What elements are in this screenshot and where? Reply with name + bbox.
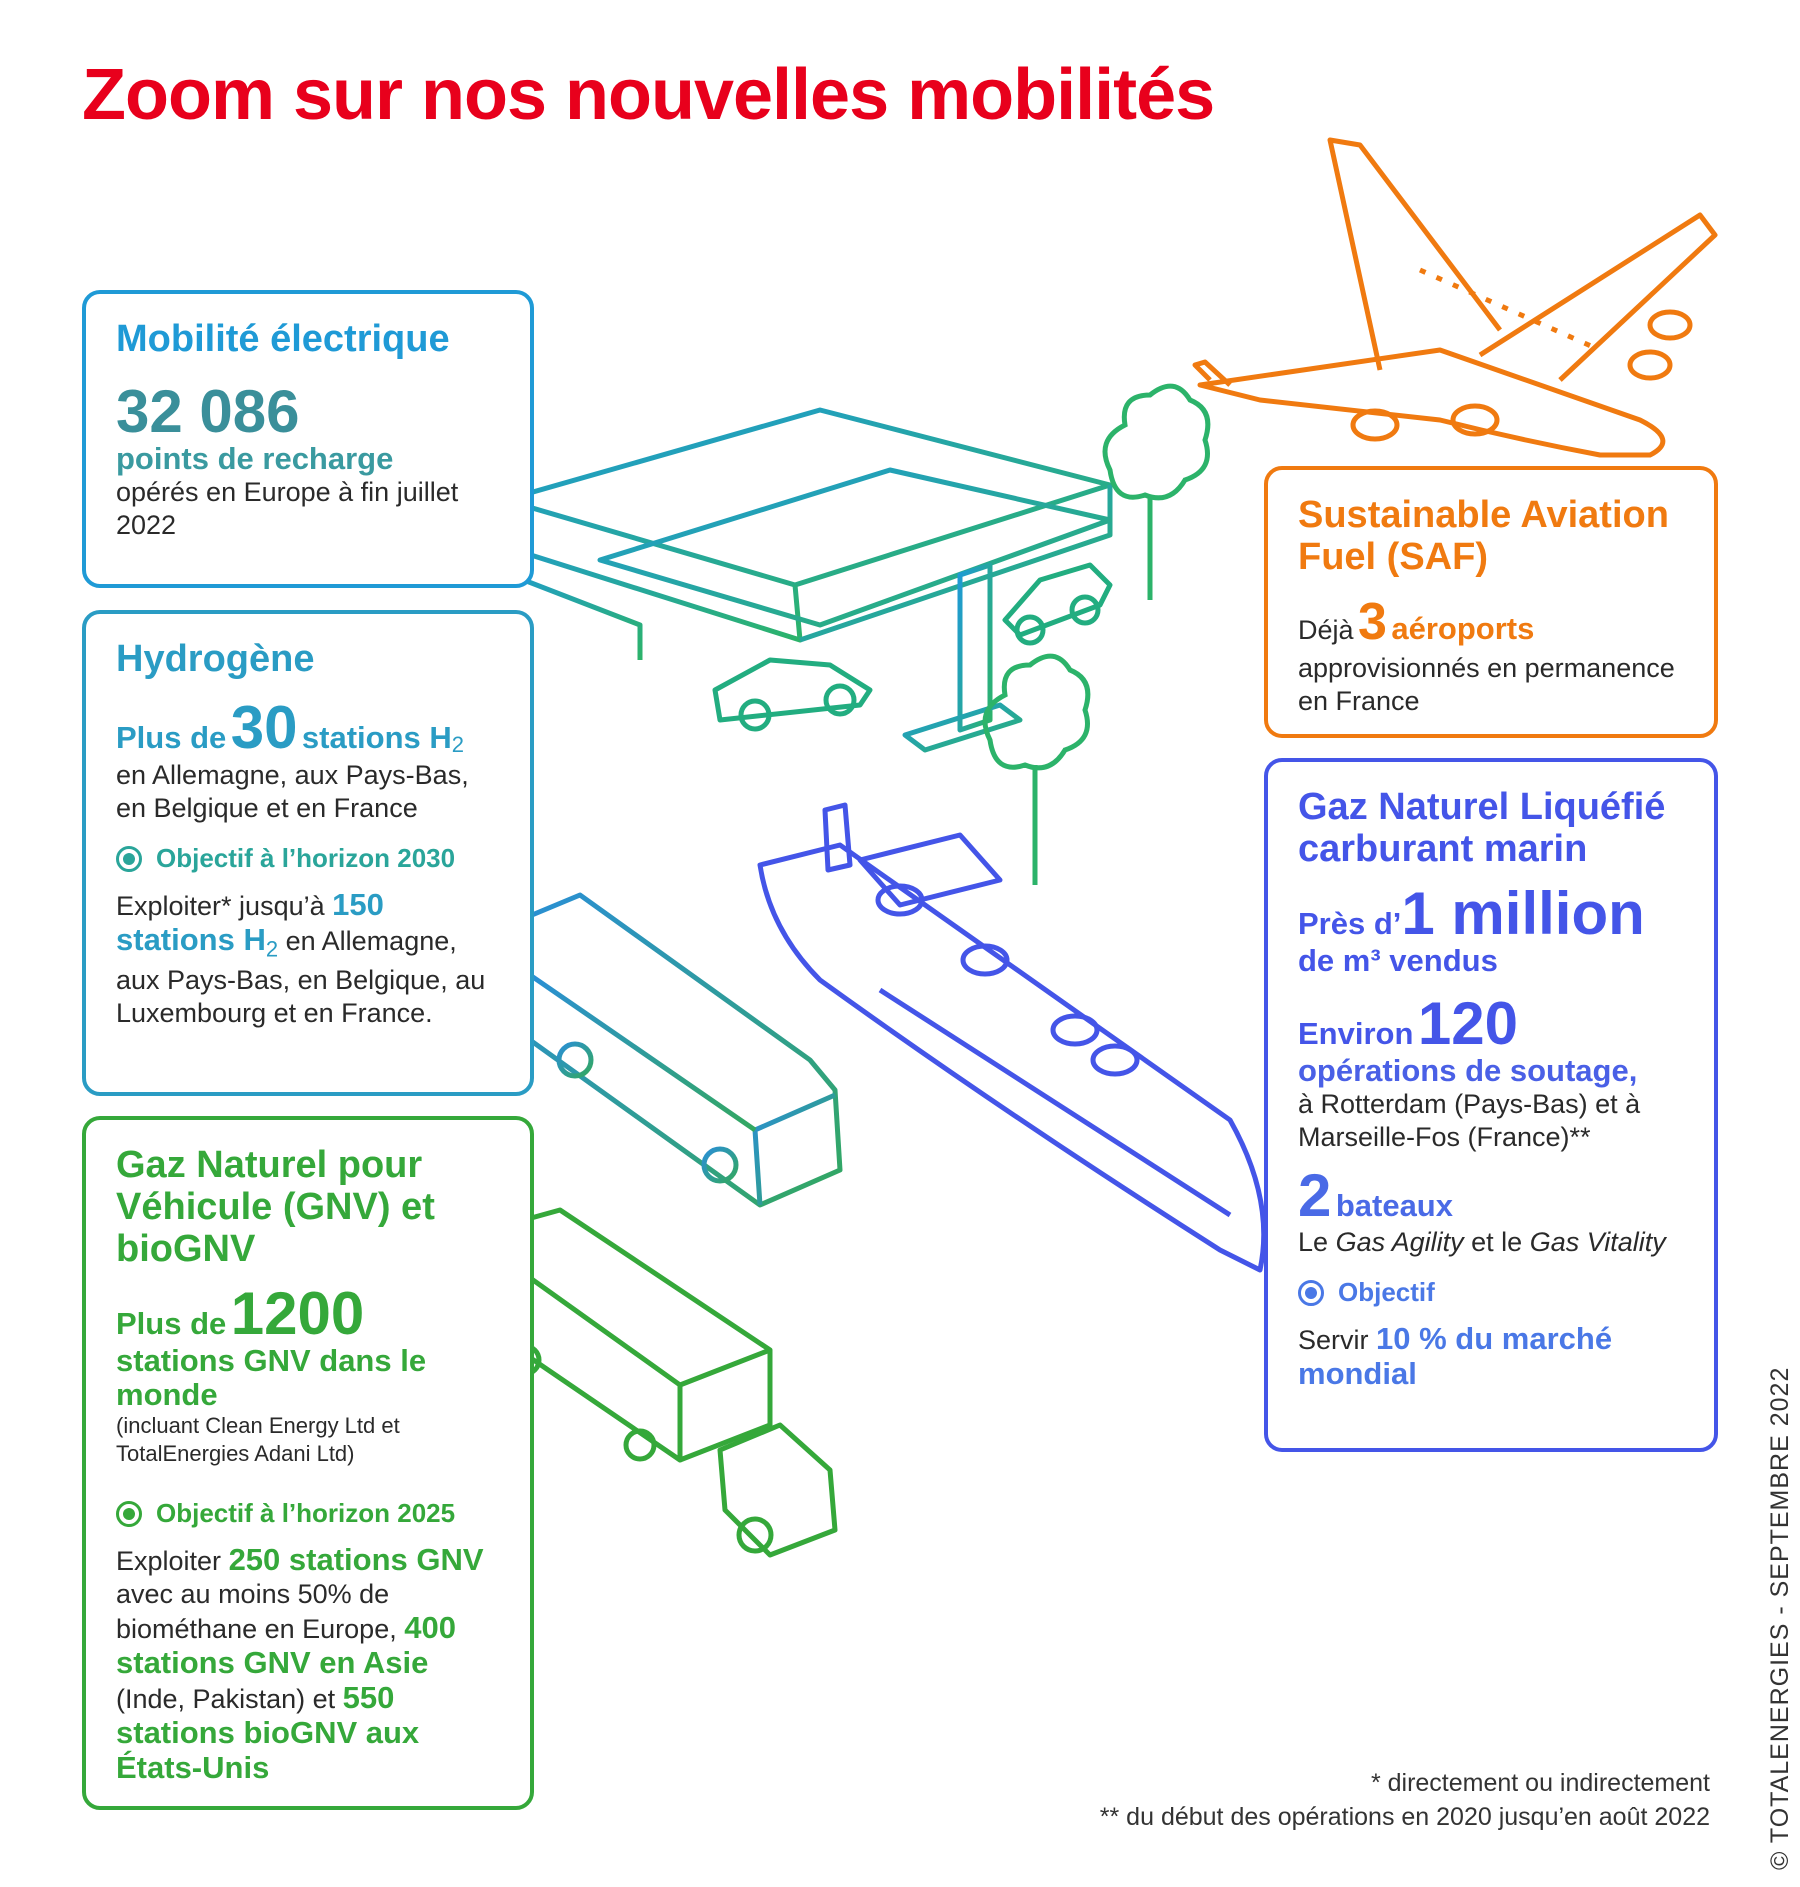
electric-value: 32 086 (116, 378, 300, 445)
gnv-o1: Exploiter (116, 1546, 222, 1576)
copyright: © TOTALENERGIES - SEPTEMBRE 2022 (1766, 1366, 1794, 1870)
electric-mobility-card (82, 290, 534, 588)
footnotes (1100, 1766, 1710, 1834)
gnl-objective (1298, 1277, 1684, 1308)
gnl-objective-label: Objectif (1338, 1277, 1435, 1307)
gnl-p1-value: 1 million (1401, 880, 1645, 947)
gnl-obj-b: 10 % du marché mondial (1298, 1321, 1613, 1391)
hydrogen-obj-intro: Exploiter* jusqu’à (116, 891, 325, 922)
page-title: Zoom sur nos nouvelles mobilités (82, 55, 1215, 135)
gnl-p3-unit: bateaux (1335, 1188, 1453, 1223)
gnv-card (82, 1116, 534, 1810)
hydrogen-value: 30 (230, 694, 298, 761)
gnv-value: 1200 (230, 1280, 365, 1347)
gnl-p3-d: Gas Vitality (1529, 1227, 1666, 1257)
saf-card (1264, 466, 1718, 738)
hydrogen-detail: en Allemagne, aux Pays-Bas, en Belgique et en France (116, 760, 469, 824)
gnv-o6: et (312, 1684, 336, 1714)
gnv-objective (116, 1498, 500, 1529)
gnv-o3: avec au moins 50% de biométhane en Europe, (116, 1579, 397, 1644)
saf-heading: Sustainable Aviation Fuel (SAF) (1298, 494, 1669, 578)
electric-unit: points de recharge (116, 441, 394, 476)
hydrogen-objective-label: Objectif à l’horizon 2030 (156, 843, 456, 874)
station-icon (485, 410, 1110, 750)
saf-prefix: Déjà (1298, 615, 1354, 645)
gnv-o4: 400 stations GNV en Asie (116, 1610, 456, 1680)
target-icon (1298, 1280, 1324, 1306)
hydrogen-card (82, 610, 534, 1096)
gnl-p1-unit: de m³ vendus (1298, 943, 1498, 978)
gnl-p3-detail (1298, 1226, 1684, 1259)
gnv-note: (incluant Clean Energy Ltd et TotalEnergies Adani Ltd) (116, 1413, 400, 1466)
gnl-p2-detail: à Rotterdam (Pays-Bas) et à Marseille-Fos (France)** (1298, 1089, 1641, 1152)
gnv-o2: 250 stations GNV (228, 1542, 484, 1577)
gnl-heading: Gaz Naturel Liquéfié carburant marin (1298, 786, 1666, 870)
hydrogen-obj-rest: en Allemagne, aux Pays-Bas, en Belgique, au Luxembourg et en France. (116, 926, 486, 1028)
gnl-p2-value: 120 (1417, 990, 1518, 1057)
hydrogen-unit: stations H (301, 720, 452, 755)
gnv-prefix: Plus de (116, 1306, 227, 1341)
hydrogen-obj-unit-sub: 2 (265, 936, 279, 962)
gnl-card (1264, 758, 1718, 1452)
gnl-objective-text (1298, 1322, 1684, 1392)
footnote-1: * directement ou indirectement (1370, 1769, 1710, 1797)
hydrogen-objective-text (116, 888, 500, 1029)
hydrogen-unit-sub: 2 (451, 732, 465, 758)
gnl-p3-a: Le (1298, 1227, 1329, 1257)
gnv-o5: (Inde, Pakistan) (116, 1684, 306, 1714)
saf-detail: approvisionnés en permanence en France (1298, 653, 1675, 716)
hydrogen-heading: Hydrogène (116, 638, 315, 680)
gnv-unit: stations GNV dans le monde (116, 1343, 427, 1412)
gnv-objective-label: Objectif à l’horizon 2025 (156, 1498, 456, 1528)
bus-icon (520, 895, 840, 1205)
gnl-p2-unit: opérations de soutage, (1298, 1053, 1638, 1088)
saf-value: 3 (1357, 593, 1387, 651)
saf-unit: aéroports (1391, 611, 1535, 646)
gnv-heading: Gaz Naturel pour Véhicule (GNV) et bioGNV (116, 1144, 435, 1270)
hydrogen-objective (116, 843, 500, 874)
hydrogen-prefix: Plus de (116, 720, 227, 755)
target-icon (116, 846, 142, 872)
hydrogen-obj-value: 150 (332, 887, 384, 923)
footnote-2: ** du début des opérations en 2020 jusqu’en août 2022 (1099, 1803, 1710, 1831)
electric-detail: opérés en Europe à fin juillet 2022 (116, 477, 459, 540)
gnl-p3-c: et le (1471, 1227, 1523, 1257)
gnl-obj-a: Servir (1298, 1325, 1369, 1355)
gnl-p1-prefix: Près d’ (1298, 906, 1402, 941)
ship-icon (760, 805, 1264, 1270)
electric-heading: Mobilité électrique (116, 318, 450, 360)
airplane-icon (1195, 140, 1715, 455)
gnv-objective-text (116, 1543, 500, 1786)
gnv-o7: 550 stations bioGNV aux États-Unis (116, 1680, 420, 1785)
gnl-p3-b: Gas Agility (1335, 1227, 1464, 1257)
target-icon (116, 1501, 142, 1527)
gnl-p2-prefix: Environ (1298, 1016, 1414, 1051)
gnl-p3-value: 2 (1298, 1162, 1332, 1229)
hydrogen-obj-unit: stations H (116, 922, 266, 958)
